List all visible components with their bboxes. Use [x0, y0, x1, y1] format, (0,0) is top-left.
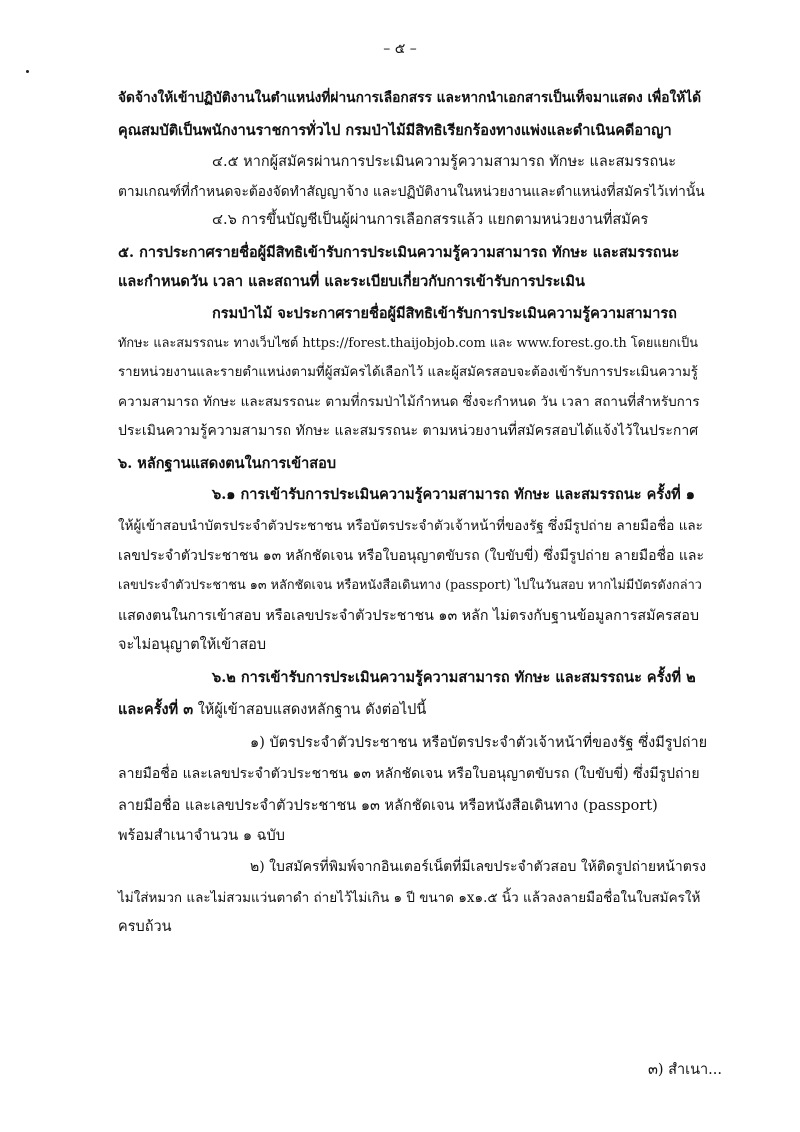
text-line: ให้ผู้เข้าสอบนำบัตรประจำตัวประชาชน หรือบัตรประจำตัวเจ้าหน้าที่ของรัฐ ซึ่งมีรูปถ่าย ลายมือชื่อ และ: [118, 518, 703, 534]
bold-phrase: และครั้งที่ ๓: [118, 701, 194, 718]
text-line: เลขประจำตัวประชาชน ๑๓ หลักชัดเจน หรือหนังสือเดินทาง (passport) ไปในวันสอบ หากไม่มีบัตรดังกล่าว: [118, 578, 702, 593]
text-line: แสดงตนในการเข้าสอบ หรือเลขประจำตัวประชาชน ๑๓ หลัก ไม่ตรงกับฐานข้อมูลการสมัครสอบ: [118, 608, 699, 624]
text-line: จัดจ้างให้เข้าปฏิบัติงานในตำแหน่งที่ผ่านการเลือกสรร และหากนำเอกสารเป็นเท็จมาแสดง เพื่อให้ได้: [118, 90, 702, 106]
continuation-marker: ๓) สำเนา...: [648, 1062, 723, 1078]
text-line: ประเมินความรู้ความสามารถ ทักษะ และสมรรถนะ ตามหน่วยงานที่สมัครสอบได้แจ้งไว้ในประกาศ: [118, 423, 699, 439]
text-line: พร้อมสำเนาจำนวน ๑ ฉบับ: [118, 828, 285, 844]
text-span: ให้ผู้เข้าสอบแสดงหลักฐาน ดังต่อไปนี้: [193, 702, 427, 718]
section-heading: และกำหนดวัน เวลา และสถานที่ และระเบียบเกี่ยวกับการเข้ารับการประเมิน: [118, 273, 585, 290]
text-line: ๔.๖ การขึ้นบัญชีเป็นผู้ผ่านการเลือกสรรแล้ว แยกตามหน่วยงานที่สมัคร: [212, 212, 649, 228]
text-line: ลายมือชื่อ และเลขประจำตัวประชาชน ๑๓ หลักชัดเจน หรือหนังสือเดินทาง (passport): [118, 798, 658, 814]
section-heading: ๕. การประกาศรายชื่อผู้มีสิทธิเข้ารับการประเมินความรู้ความสามารถ ทักษะ และสมรรถนะ: [118, 244, 680, 261]
text-line: ทักษะ และสมรรถนะ ทางเว็บไซต์ https://forest.thaijobjob.com และ www.forest.go.th โดยแยกเป็น: [118, 336, 698, 351]
text-line: ลายมือชื่อ และเลขประจำตัวประชาชน ๑๓ หลักชัดเจน หรือใบอนุญาตขับรถ (ใบขับขี่) ซึ่งมีรูปถ่าย: [118, 766, 700, 782]
text-line: คุณสมบัติเป็นพนักงานราชการทั่วไป กรมป่าไม้มีสิทธิเรียกร้องทางแพ่งและดำเนินคดีอาญา: [118, 122, 672, 139]
text-line: กรมป่าไม้ จะประกาศรายชื่อผู้มีสิทธิเข้ารับการประเมินความรู้ความสามารถ: [212, 305, 677, 322]
text-line: ตามเกณฑ์ที่กำหนดจะต้องจัดทำสัญญาจ้าง และปฏิบัติงานในหน่วยงานและตำแหน่งที่สมัครไว้เท่านั้น: [118, 184, 705, 200]
text-line: จะไม่อนุญาตให้เข้าสอบ: [118, 637, 267, 653]
text-line: ไม่ใส่หมวก และไม่สวมแว่นตาดำ ถ่ายไว้ไม่เกิน ๑ ปี ขนาด ๑x๑.๕ นิ้ว แล้วลงลายมือชื่อในใบสมัครให้: [118, 890, 701, 906]
margin-mark: [26, 70, 29, 73]
text-line: ๒) ใบสมัครที่พิมพ์จากอินเตอร์เน็ตที่มีเลขประจำตัวสอบ ให้ติดรูปถ่ายหน้าตรง: [250, 859, 707, 875]
subsection-heading: ๖.๒ การเข้ารับการประเมินความรู้ความสามารถ ทักษะ และสมรรถนะ ครั้งที่ ๒: [212, 669, 696, 686]
text-line: ครบถ้วน: [118, 919, 172, 935]
section-heading: ๖. หลักฐานแสดงตนในการเข้าสอบ: [118, 455, 337, 472]
text-line: [118, 700, 426, 720]
page-number: – ๕ –: [383, 41, 417, 57]
text-line: ๑) บัตรประจำตัวประชาชน หรือบัตรประจำตัวเจ้าหน้าที่ของรัฐ ซึ่งมีรูปถ่าย: [250, 735, 708, 751]
text-line: ๔.๕ หากผู้สมัครผ่านการประเมินความรู้ความสามารถ ทักษะ และสมรรถนะ: [212, 154, 677, 170]
text-line: รายหน่วยงานและรายตำแหน่งตามที่ผู้สมัครได้เลือกไว้ และผู้สมัครสอบจะต้องเข้ารับการประเมินความรู้: [118, 365, 698, 380]
text-line: ความสามารถ ทักษะ และสมรรถนะ ตามที่กรมป่าไม้กำหนด ซึ่งจะกำหนด วัน เวลา สถานที่สำหรับการ: [118, 394, 700, 410]
text-line: เลขประจำตัวประชาชน ๑๓ หลักชัดเจน หรือใบอนุญาตขับรถ (ใบขับขี่) ซึ่งมีรูปถ่าย ลายมือชื่อ และ: [118, 548, 704, 564]
subsection-heading: ๖.๑ การเข้ารับการประเมินความรู้ความสามารถ ทักษะ และสมรรถนะ ครั้งที่ ๑: [212, 486, 695, 503]
